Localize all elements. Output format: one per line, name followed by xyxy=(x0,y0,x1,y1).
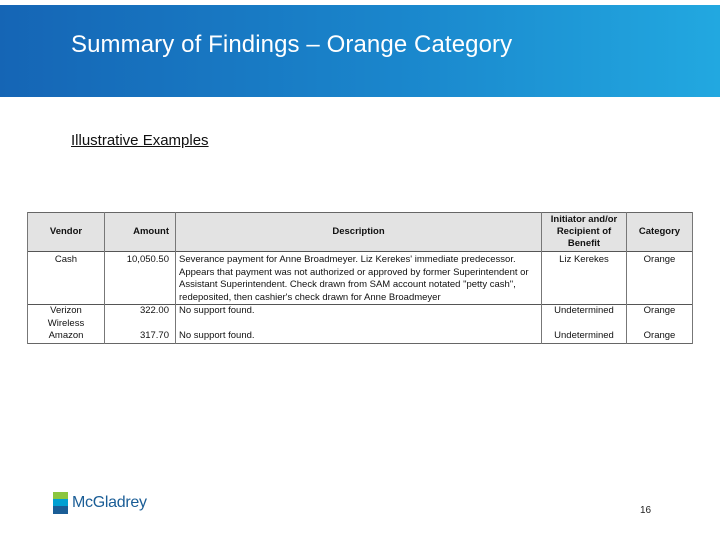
header-initiator: Initiator and/or Recipient of Benefit xyxy=(542,213,627,252)
cell-amount: 317.70 xyxy=(105,330,176,343)
cell-category: Orange xyxy=(627,252,693,305)
slide-title: Summary of Findings – Orange Category xyxy=(71,31,513,58)
header-vendor: Vendor xyxy=(28,213,105,252)
table-row xyxy=(28,330,693,343)
cell-amount: 10,050.50 xyxy=(105,252,176,305)
cell-vendor: Cash xyxy=(28,252,105,305)
illustrative-examples-heading: Illustrative Examples xyxy=(71,132,209,149)
cell-initiator: Undetermined xyxy=(542,305,627,331)
cell-vendor: Amazon xyxy=(28,330,105,343)
cell-initiator: Liz Kerekes xyxy=(542,252,627,305)
cell-vendor: Verizon Wireless xyxy=(28,305,105,331)
cell-description: No support found. xyxy=(176,305,542,331)
findings-table xyxy=(27,212,693,344)
cell-amount: 322.00 xyxy=(105,305,176,331)
table-row xyxy=(28,252,693,305)
cell-description: No support found. xyxy=(176,330,542,343)
mcgladrey-logo-icon xyxy=(53,492,68,514)
cell-category: Orange xyxy=(627,305,693,331)
page-number: 16 xyxy=(640,505,652,516)
cell-description: Severance payment for Anne Broadmeyer. Liz Kerekes' immediate predecessor. Appears that payment was not authorized or approved by former Superintendent or Assistant Superintendent. Check drawn from SAM account notated "petty cash", redeposited, then cashier's check drawn for Anne Broadmeyer xyxy=(176,252,542,305)
header-amount: Amount xyxy=(105,213,176,252)
header-description: Description xyxy=(176,213,542,252)
table-header-row xyxy=(28,213,693,252)
header-category: Category xyxy=(627,213,693,252)
cell-initiator: Undetermined xyxy=(542,330,627,343)
logo-text: McGladrey xyxy=(72,494,147,511)
findings-table-container xyxy=(27,212,692,344)
mcgladrey-logo xyxy=(53,491,147,515)
table-row xyxy=(28,305,693,331)
cell-category: Orange xyxy=(627,330,693,343)
